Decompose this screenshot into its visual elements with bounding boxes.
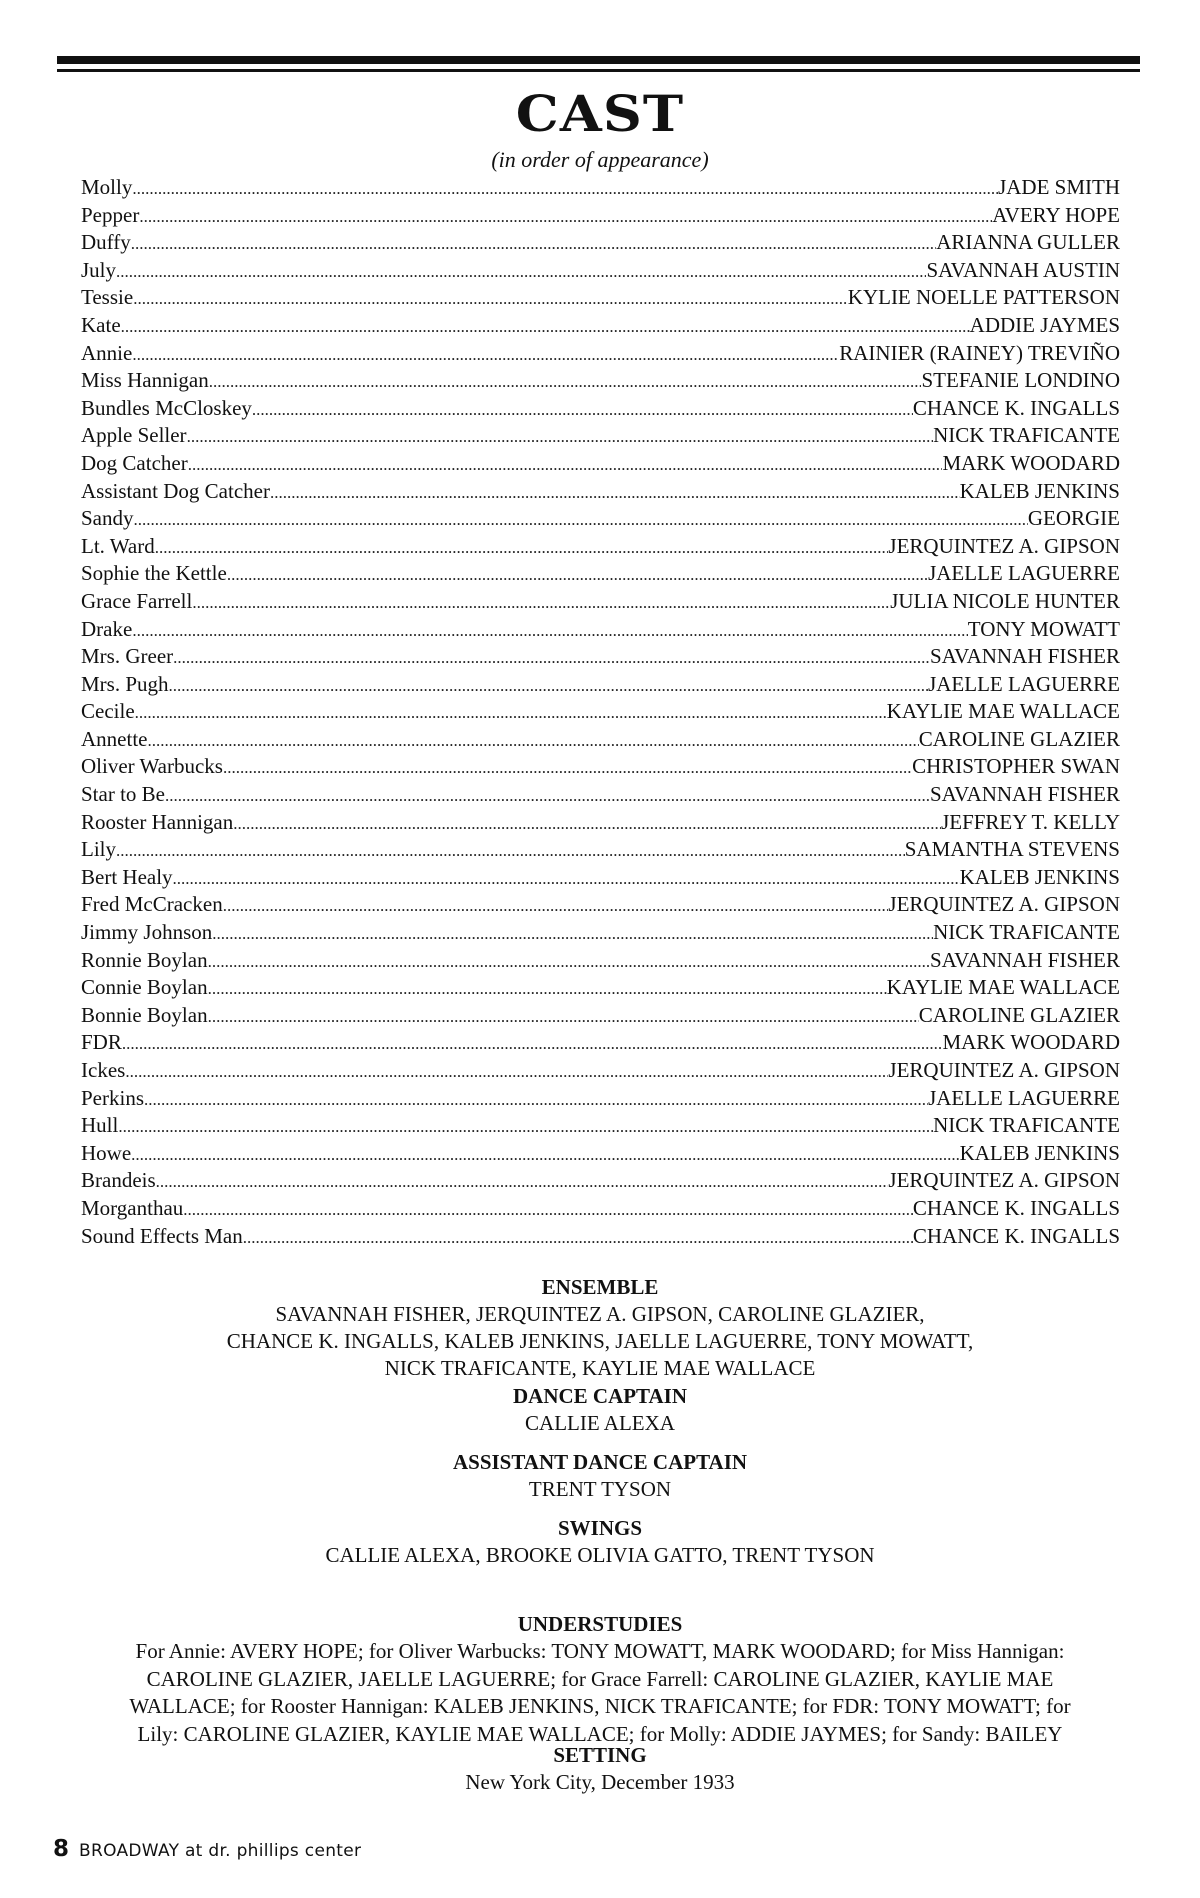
cast-row: [81, 781, 1120, 809]
cast-role: Star to Be: [81, 782, 165, 807]
cast-row: [81, 422, 1120, 450]
cast-actor: CHANCE K. INGALLS: [912, 1195, 1120, 1220]
cast-role: Fred McCracken: [81, 892, 223, 917]
cast-role: Connie Boylan: [81, 975, 208, 1000]
subtitle-text: (in order of appearance): [491, 147, 709, 172]
ensemble-line: NICK TRAFICANTE, KAYLIE MAE WALLACE: [384, 1356, 816, 1380]
understudies-line: CAROLINE GLAZIER, JAELLE LAGUERRE; for Grace Farrell: CAROLINE GLAZIER, KAYLIE MAE: [146, 1666, 1054, 1691]
dot-leader: [133, 284, 848, 313]
cast-row: [81, 919, 1120, 947]
dot-leader: [132, 174, 998, 203]
cast-row: [81, 202, 1120, 230]
cast-actor: CHRISTOPHER SWAN: [912, 754, 1120, 779]
assistant-dance-captain-heading: ASSISTANT DANCE CAPTAIN: [452, 1450, 748, 1474]
dot-leader: [208, 974, 887, 1003]
cast-actor: KYLIE NOELLE PATTERSON: [847, 285, 1120, 310]
cast-actor: MARK WOODARD: [942, 450, 1120, 475]
understudies-line: WALLACE; for Rooster Hannigan: KALEB JENKINS, NICK TRAFICANTE; for FDR: TONY MOWATT; for: [129, 1694, 1071, 1718]
dance-captain-name: CALLIE ALEXA: [525, 1411, 675, 1435]
dance-captain-section: [0, 1383, 1200, 1437]
dot-leader: [173, 864, 960, 893]
cast-role: Drake: [81, 616, 133, 641]
cast-role: Hull: [81, 1113, 119, 1138]
setting-section: [0, 1742, 1200, 1796]
cast-row: [81, 340, 1120, 368]
cast-row: [81, 174, 1120, 202]
cast-row: [81, 974, 1120, 1002]
cast-actor: JERQUINTEZ A. GIPSON: [888, 533, 1120, 558]
cast-row: [81, 1167, 1120, 1195]
cast-row: [81, 1195, 1120, 1223]
cast-actor: STEFANIE LONDINO: [921, 368, 1120, 393]
cast-row: [81, 698, 1120, 726]
page-subtitle: [0, 147, 1200, 173]
cast-row: [81, 367, 1120, 395]
cast-role: Duffy: [81, 230, 131, 255]
cast-actor: KAYLIE MAE WALLACE: [886, 699, 1120, 724]
understudies-heading: UNDERSTUDIES: [517, 1612, 683, 1636]
ensemble-heading: ENSEMBLE: [541, 1275, 659, 1299]
assistant-dance-captain-name: TRENT TYSON: [528, 1477, 672, 1501]
cast-actor: JADE SMITH: [998, 175, 1120, 199]
cast-actor: CHANCE K. INGALLS: [912, 395, 1120, 420]
cast-actor: NICK TRAFICANTE: [933, 920, 1120, 945]
cast-actor: KALEB JENKINS: [959, 1140, 1120, 1165]
dot-leader: [169, 671, 929, 700]
page-number: 8: [53, 1836, 70, 1862]
cast-actor: JERQUINTEZ A. GIPSON: [888, 892, 1120, 917]
understudies-section: [80, 1611, 1120, 1748]
swings-heading: SWINGS: [557, 1516, 643, 1540]
cast-role: Ronnie Boylan: [81, 947, 208, 972]
ensemble-section: [0, 1274, 1200, 1382]
dot-leader: [208, 1002, 919, 1031]
dot-leader: [132, 340, 839, 369]
cast-row: [81, 1057, 1120, 1085]
dot-leader: [131, 229, 936, 258]
ensemble-line: SAVANNAH FISHER, JERQUINTEZ A. GIPSON, CAROLINE GLAZIER,: [275, 1302, 925, 1326]
dot-leader: [252, 395, 913, 424]
dot-leader: [155, 533, 889, 562]
cast-role: Apple Seller: [81, 423, 187, 448]
dot-leader: [144, 1085, 928, 1114]
cast-role: Molly: [81, 175, 133, 199]
cast-row: [81, 284, 1120, 312]
cast-actor: AVERY HOPE: [992, 202, 1120, 227]
cast-row: [81, 836, 1120, 864]
cast-row: [81, 450, 1120, 478]
cast-row: [81, 1140, 1120, 1168]
dot-leader: [134, 505, 1028, 534]
cast-actor: KALEB JENKINS: [959, 864, 1120, 889]
assistant-dance-captain-section: [0, 1449, 1200, 1503]
setting-heading: SETTING: [553, 1743, 647, 1767]
cast-actor: SAVANNAH FISHER: [929, 644, 1120, 669]
cast-role: Kate: [81, 312, 121, 337]
dot-leader: [139, 202, 992, 231]
cast-row: [81, 1085, 1120, 1113]
cast-row: [81, 947, 1120, 975]
dot-leader: [270, 478, 960, 507]
dance-captain-heading: DANCE CAPTAIN: [512, 1384, 688, 1408]
swings-section: [0, 1515, 1200, 1569]
cast-actor: SAVANNAH FISHER: [929, 947, 1120, 972]
cast-role: Howe: [81, 1140, 132, 1165]
dot-leader: [118, 1112, 933, 1141]
cast-role: Sandy: [81, 506, 134, 531]
cast-actor: CAROLINE GLAZIER: [918, 1002, 1120, 1027]
dot-leader: [173, 643, 930, 672]
cast-row: [81, 1029, 1120, 1057]
dot-leader: [209, 367, 922, 396]
dot-leader: [147, 726, 918, 755]
dot-leader: [135, 698, 887, 727]
understudies-line: Lily: CAROLINE GLAZIER, KAYLIE MAE WALLACE; for Molly: ADDIE JAYMES; for Sandy: BAILEY: [137, 1721, 1063, 1746]
cast-row: [81, 533, 1120, 561]
cast-actor: NICK TRAFICANTE: [933, 423, 1120, 448]
cast-row: [81, 560, 1120, 588]
cast-row: [81, 616, 1120, 644]
cast-row: [81, 891, 1120, 919]
dot-leader: [165, 781, 930, 810]
cast-actor: CAROLINE GLAZIER: [918, 726, 1120, 751]
cast-row: [81, 1002, 1120, 1030]
cast-actor: JULIA NICOLE HUNTER: [890, 588, 1120, 613]
dot-leader: [131, 1140, 959, 1169]
cast-role: Perkins: [81, 1085, 144, 1110]
cast-row: [81, 753, 1120, 781]
cast-row: [81, 229, 1120, 257]
dot-leader: [233, 809, 941, 838]
setting-text: New York City, December 1933: [465, 1770, 735, 1794]
cast-actor: TONY MOWATT: [967, 616, 1120, 641]
cast-role: Lily: [81, 837, 116, 862]
cast-role: Sound Effects Man: [81, 1223, 243, 1248]
cast-role: Lt. Ward: [81, 533, 155, 558]
cast-actor: GEORGIE: [1027, 506, 1120, 531]
understudies-line: For Annie: AVERY HOPE; for Oliver Warbucks: TONY MOWATT, MARK WOODARD; for Miss Hannigan:: [135, 1639, 1065, 1663]
cast-row: [81, 505, 1120, 533]
cast-actor: KAYLIE MAE WALLACE: [886, 975, 1120, 1000]
cast-row: [81, 1223, 1120, 1251]
dot-leader: [243, 1223, 913, 1252]
cast-actor: CHANCE K. INGALLS: [912, 1223, 1120, 1248]
cast-role: Annette: [81, 726, 148, 751]
dot-leader: [188, 450, 943, 479]
dot-leader: [116, 836, 905, 865]
dot-leader: [187, 422, 934, 451]
dot-leader: [212, 919, 933, 948]
cast-actor: JERQUINTEZ A. GIPSON: [888, 1168, 1120, 1193]
cast-role: Mrs. Pugh: [81, 671, 169, 696]
cast-role: Ickes: [81, 1058, 126, 1082]
cast-role: Grace Farrell: [81, 588, 193, 613]
dot-leader: [116, 257, 926, 286]
cast-row: [81, 395, 1120, 423]
dot-leader: [156, 1167, 889, 1196]
cast-actor: SAVANNAH FISHER: [929, 782, 1120, 807]
cast-role: Assistant Dog Catcher: [81, 478, 270, 503]
cast-actor: KALEB JENKINS: [959, 478, 1120, 503]
cast-role: Bonnie Boylan: [81, 1002, 208, 1027]
cast-row: [81, 588, 1120, 616]
cast-role: Bert Healy: [81, 864, 173, 889]
cast-role: Mrs. Greer: [81, 644, 174, 669]
cast-role: Morganthau: [81, 1195, 184, 1220]
cast-row: [81, 809, 1120, 837]
cast-actor: SAMANTHA STEVENS: [904, 837, 1120, 862]
cast-role: Sophie the Kettle: [81, 561, 227, 586]
cast-actor: JERQUINTEZ A. GIPSON: [888, 1058, 1120, 1082]
cast-list: [81, 174, 1120, 1250]
cast-row: [81, 643, 1120, 671]
cast-actor: RAINIER (RAINEY) TREVIÑO: [839, 340, 1120, 365]
cast-row: [81, 257, 1120, 285]
cast-row: [81, 478, 1120, 506]
cast-role: Rooster Hannigan: [81, 809, 234, 834]
dot-leader: [125, 1057, 888, 1086]
cast-actor: JAELLE LAGUERRE: [928, 561, 1120, 586]
footer-brand: BROADWAY at dr. phillips center: [79, 1841, 362, 1861]
cast-actor: JEFFREY T. KELLY: [941, 809, 1120, 834]
cast-actor: JAELLE LAGUERRE: [928, 1085, 1120, 1110]
top-rule-thick: [57, 56, 1140, 64]
cast-role: Pepper: [81, 202, 140, 227]
swings-names: CALLIE ALEXA, BROOKE OLIVIA GATTO, TRENT TYSON: [325, 1543, 875, 1567]
cast-role: Oliver Warbucks: [81, 754, 223, 779]
cast-role: Cecile: [81, 699, 135, 724]
page-footer: [53, 1836, 361, 1864]
dot-leader: [227, 560, 928, 589]
dot-leader: [121, 312, 970, 341]
dot-leader: [223, 753, 912, 782]
dot-leader: [208, 947, 930, 976]
dot-leader: [132, 616, 967, 645]
cast-row: [81, 671, 1120, 699]
dot-leader: [183, 1195, 913, 1224]
cast-row: [81, 726, 1120, 754]
cast-role: July: [81, 257, 117, 282]
cast-row: [81, 1112, 1120, 1140]
cast-actor: MARK WOODARD: [942, 1030, 1120, 1055]
cast-row: [81, 864, 1120, 892]
cast-row: [81, 312, 1120, 340]
cast-actor: JAELLE LAGUERRE: [928, 671, 1120, 696]
dot-leader: [223, 891, 889, 920]
ensemble-line: CHANCE K. INGALLS, KALEB JENKINS, JAELLE LAGUERRE, TONY MOWATT,: [226, 1329, 974, 1353]
cast-role: Bundles McCloskey: [81, 395, 252, 420]
dot-leader: [192, 588, 890, 617]
cast-role: Annie: [81, 340, 133, 365]
cast-actor: NICK TRAFICANTE: [933, 1113, 1120, 1138]
cast-role: Miss Hannigan: [81, 368, 209, 393]
cast-role: Brandeis: [81, 1168, 156, 1193]
cast-role: FDR: [81, 1030, 122, 1055]
cast-actor: ARIANNA GULLER: [936, 230, 1120, 255]
cast-role: Tessie: [81, 285, 134, 310]
cast-role: Jimmy Johnson: [81, 920, 213, 945]
top-rule-thin: [57, 69, 1140, 72]
dot-leader: [122, 1029, 943, 1058]
page-title: CAST: [515, 84, 685, 143]
cast-role: Dog Catcher: [81, 450, 188, 475]
cast-actor: SAVANNAH AUSTIN: [926, 257, 1120, 282]
cast-actor: ADDIE JAYMES: [969, 312, 1120, 337]
